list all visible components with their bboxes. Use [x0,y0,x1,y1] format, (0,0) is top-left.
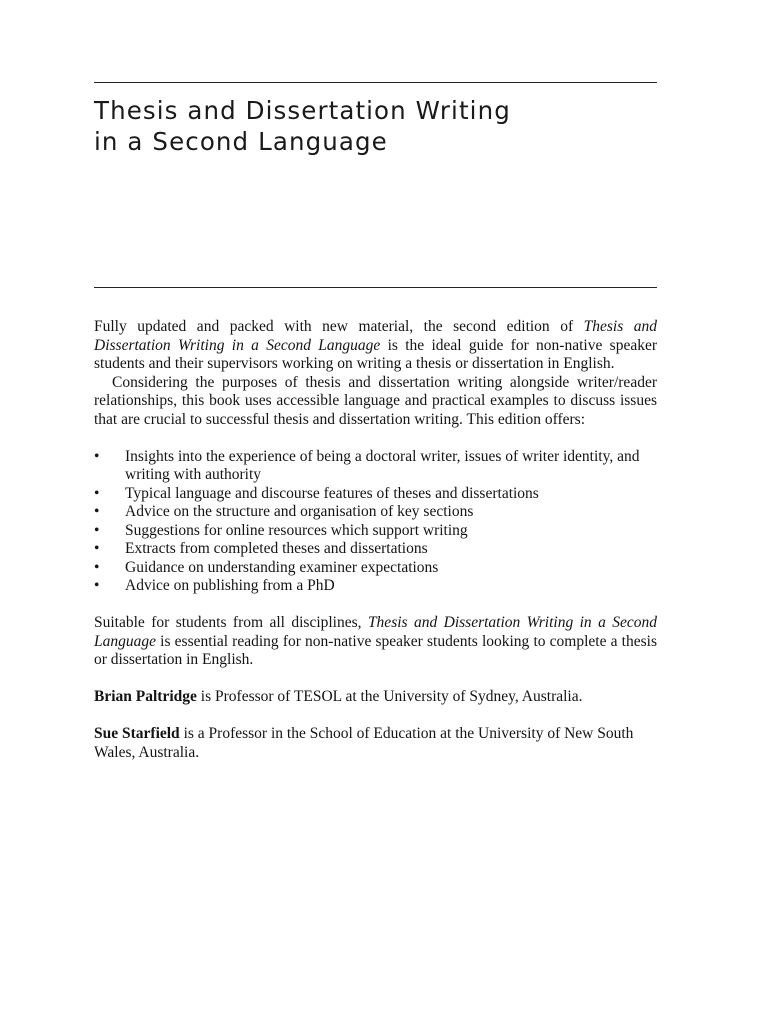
bullet-icon: • [94,484,100,502]
list-item [94,448,657,485]
author-bio-starfield [94,725,657,762]
bullet-icon: • [94,540,100,557]
list-item-text: Guidance on understanding examiner expectations [125,558,439,576]
purpose-paragraph: Considering the purposes of thesis and dissertation writing alongside writer/reader relationships, this book uses accessible language and practical examples to discuss issues that are crucial to successful thesis and dissertation writing. This edition offers: [94,373,657,428]
book-title-line-2: in a Second Language [94,127,388,156]
list-item-text: Typical language and discourse features of theses and dissertations [125,484,539,502]
list-item [94,485,657,504]
bullet-icon: • [94,447,100,465]
suitable-text-post: is essential reading for non-native speaker students looking to complete a thesis or dissertation in English. [94,632,657,668]
intro-text-post: is the ideal guide for non-native speaker students and their supervisors working on writing a thesis or dissertation in English. [94,336,657,372]
author-name: Sue Starfield [94,725,180,742]
list-item [94,559,657,578]
bullet-icon: • [94,503,100,520]
book-title [94,95,511,157]
author-bio-text: is a Professor in the School of Education at the University of New South Wales, Australia. [94,725,634,761]
intro-book-title: Thesis and Dissertation Writing in a Second Language [94,318,657,354]
author-bio-text: is Professor of TESOL at the University of Sydney, Australia. [196,688,583,705]
features-list [94,448,657,596]
bullet-icon: • [94,558,100,576]
suitable-book-title: Thesis and Dissertation Writing in a Second Language [94,614,657,650]
suitable-text-pre: Suitable for students from all disciplines, [94,614,368,631]
suitable-paragraph [94,614,657,670]
intro-text-pre: Fully updated and packed with new material, the second edition of [94,318,584,335]
bullet-icon: • [94,521,100,539]
top-divider [94,82,657,83]
list-item-text: Suggestions for online resources which support writing [125,521,468,539]
list-item [94,503,657,522]
author-bio-paltridge [94,688,657,707]
intro-paragraph [94,318,657,374]
list-item-text: Advice on the structure and organisation of key sections [125,503,474,520]
list-item [94,522,657,541]
list-item-text: Extracts from completed theses and dissertations [125,540,428,557]
author-name: Brian Paltridge [94,688,197,705]
list-item-text: Advice on publishing from a PhD [125,577,335,594]
bottom-divider [94,287,657,288]
book-title-line-1: Thesis and Dissertation Writing [94,96,511,125]
bullet-icon: • [94,577,100,594]
list-item [94,577,657,596]
list-item-text: Insights into the experience of being a doctoral writer, issues of writer identity, and writing with authority [125,447,640,483]
blurb-body [94,318,657,762]
list-item [94,540,657,559]
